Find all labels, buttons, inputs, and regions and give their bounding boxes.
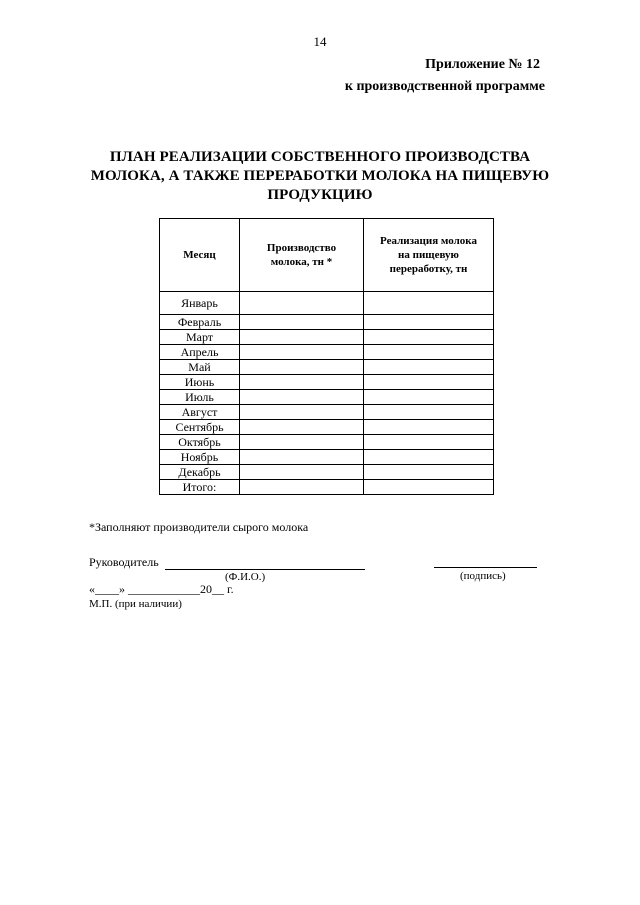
production-cell (240, 360, 364, 375)
footnote: *Заполняют производители сырого молока (89, 520, 309, 534)
production-cell (240, 405, 364, 420)
month-cell: Сентябрь (160, 420, 240, 435)
production-cell (240, 465, 364, 480)
production-cell (240, 390, 364, 405)
table-row (160, 292, 494, 315)
processing-cell (364, 330, 494, 345)
processing-cell (364, 420, 494, 435)
production-cell (240, 480, 364, 495)
table-header-row (160, 219, 494, 292)
document-title (80, 148, 560, 205)
table-row (160, 435, 494, 450)
production-cell (240, 435, 364, 450)
month-cell: Декабрь (160, 465, 240, 480)
table-row (160, 450, 494, 465)
title-line-1: ПЛАН РЕАЛИЗАЦИИ СОБСТВЕННОГО ПРОИЗВОДСТВА (109, 149, 531, 165)
header-processing: Реализация молока на пищевую переработку, тн (364, 219, 494, 292)
month-cell: Январь (160, 292, 240, 315)
table-row (160, 465, 494, 480)
processing-cell (364, 435, 494, 450)
processing-cell (364, 450, 494, 465)
processing-cell (364, 375, 494, 390)
month-cell: Итого: (160, 480, 240, 495)
appendix-subtitle: к производственной программе (344, 79, 545, 94)
month-cell: Июль (160, 390, 240, 405)
processing-cell (364, 315, 494, 330)
table-row (160, 480, 494, 495)
fio-caption: (Ф.И.О.) (225, 571, 266, 583)
processing-cell (364, 360, 494, 375)
month-cell: Июнь (160, 375, 240, 390)
processing-cell (364, 465, 494, 480)
processing-cell (364, 292, 494, 315)
signature-caption: (подпись) (460, 570, 506, 582)
table-row (160, 345, 494, 360)
table-row (160, 390, 494, 405)
table-row (160, 405, 494, 420)
stamp-note: М.П. (при наличии) (89, 598, 182, 610)
month-cell: Апрель (160, 345, 240, 360)
production-cell (240, 315, 364, 330)
processing-cell (364, 345, 494, 360)
production-cell (240, 330, 364, 345)
month-cell: Ноябрь (160, 450, 240, 465)
table-row (160, 375, 494, 390)
processing-cell (364, 390, 494, 405)
month-cell: Октябрь (160, 435, 240, 450)
production-cell (240, 292, 364, 315)
plan-table (159, 218, 494, 495)
title-line-2: МОЛОКА, А ТАКЖЕ ПЕРЕРАБОТКИ МОЛОКА НА ПИЩЕВУЮ (90, 168, 550, 184)
table-row (160, 315, 494, 330)
processing-cell (364, 405, 494, 420)
production-cell (240, 450, 364, 465)
month-cell: Февраль (160, 315, 240, 330)
table-row (160, 330, 494, 345)
title-line-3: ПРОДУКЦИЮ (267, 187, 373, 203)
header-production: Производство молока, тн * (240, 219, 364, 292)
head-name-line (165, 569, 365, 570)
signature-line (434, 567, 537, 568)
header-month: Месяц (160, 219, 240, 292)
date-line: «____» ____________20__ г. (89, 582, 234, 596)
appendix-number: Приложение № 12 (425, 57, 540, 72)
processing-cell (364, 480, 494, 495)
table-row (160, 420, 494, 435)
head-label: Руководитель (89, 555, 159, 569)
page-number: 14 (313, 34, 327, 49)
production-cell (240, 420, 364, 435)
table-row (160, 360, 494, 375)
month-cell: Август (160, 405, 240, 420)
month-cell: Май (160, 360, 240, 375)
production-cell (240, 345, 364, 360)
month-cell: Март (160, 330, 240, 345)
production-cell (240, 375, 364, 390)
